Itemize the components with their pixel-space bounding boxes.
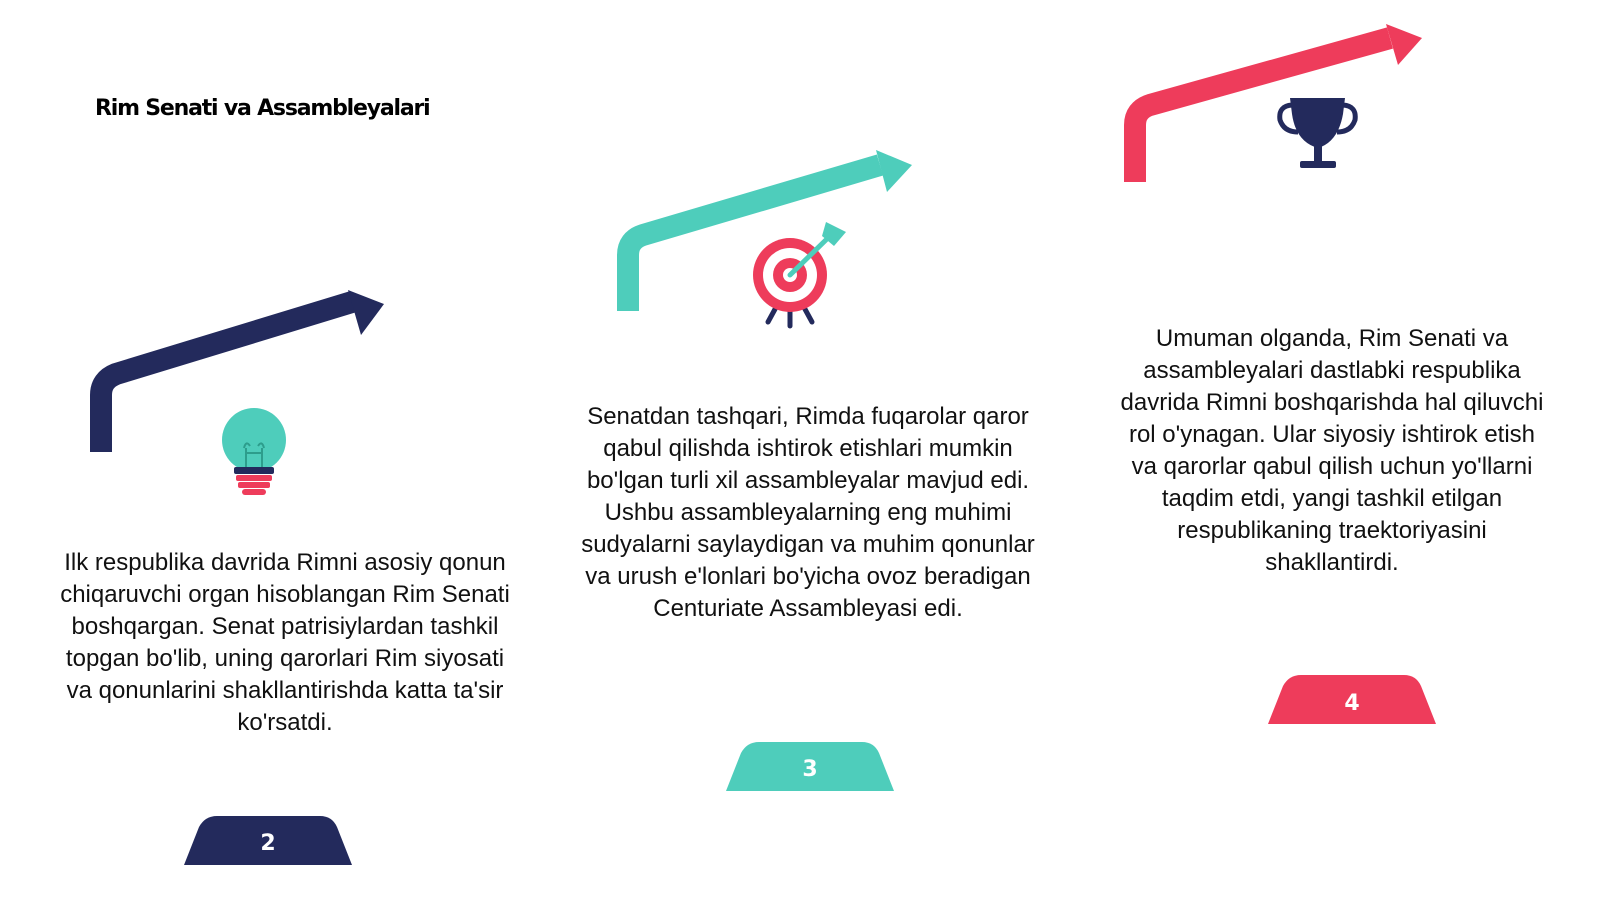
step-2-number-plate (184, 816, 352, 865)
target-icon (753, 222, 846, 326)
lightbulb-icon (222, 408, 286, 495)
step-3-number-plate (726, 742, 894, 791)
step-2-number: 2 (260, 831, 276, 856)
step-3-number: 3 (802, 757, 818, 782)
trophy-icon (1280, 98, 1356, 168)
step-3-text: Senatdan tashqari, Rimda fuqarolar qaror qabul qilishda ishtirok etishlari mumkin bo'lgan turli xil assambleyalar mavjud edi. Ushbu assambleyalarning eng muhimi sudyalarni saylaydigan va muhim qonunlar va urush e'lonlari bo'yicha ovoz beradigan Centuriate Assambleyasi edi. (581, 403, 1035, 622)
step-4-arrow (1135, 24, 1422, 182)
step-2-text: Ilk respublika davrida Rimni asosiy qonun chiqaruvchi organ hisoblangan Rim Senati boshqargan. Senat patrisiylardan tashkil topgan bo'lib, uning qarorlari Rim siyosati va qonunlarini shakllantirishda katta ta'sir ko'rsatdi. (60, 549, 510, 736)
page-title: Rim Senati va Assambleyalari (95, 96, 430, 121)
step-4-text: Umuman olganda, Rim Senati va assambleyalari dastlabki respublika davrida Rimni boshqarishda hal qiluvchi rol o'ynagan. Ular siyosiy ishtirok etish va qarorlar qabul qilish uchun yo'llarni taqdim etdi, yangi tashkil etilgan respublikaning traektoriyasini shakllantirdi. (1120, 325, 1544, 576)
step-4-number: 4 (1344, 691, 1360, 716)
step-4-number-plate (1268, 675, 1436, 724)
